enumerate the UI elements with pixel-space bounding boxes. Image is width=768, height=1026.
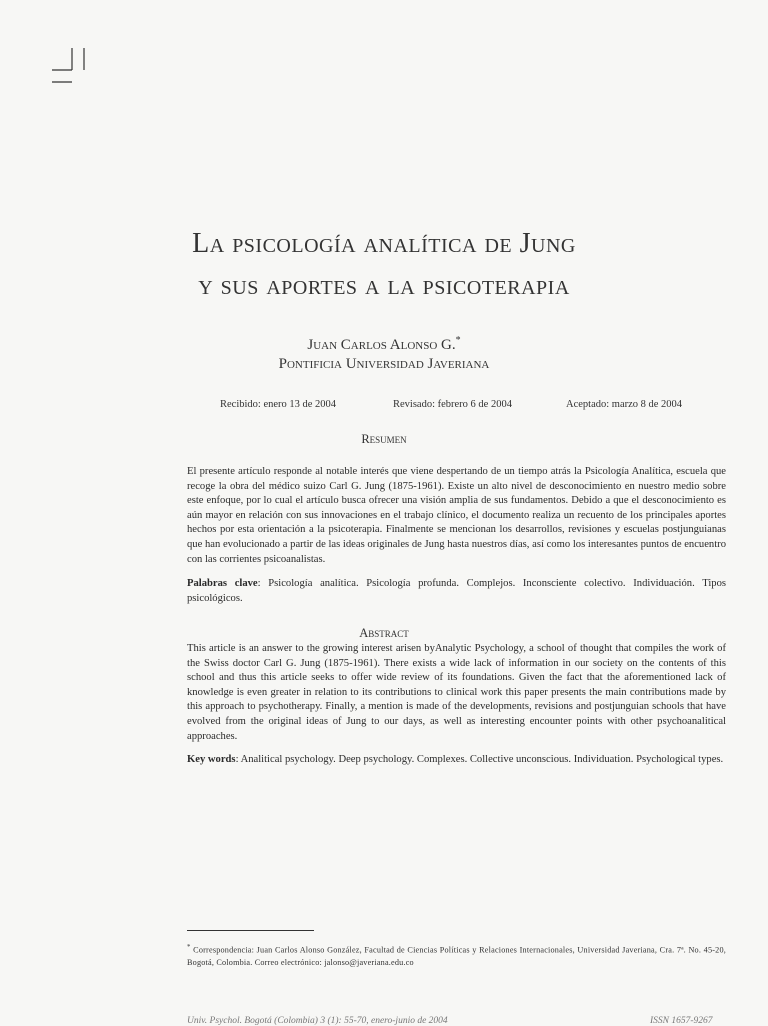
date-accepted: Aceptado: marzo 8 de 2004: [566, 399, 683, 410]
resumen-text: El presente artículo responde al notable interés que viene despertando de un tiempo atrás la Psicología Analítica, escuela que recoge la obra del médico suizo Carl G. Jung (1875-1961). Existe un alto nivel de desconocimiento en nuestro medio sobre este enfoque, por lo cual el artículo busca ofrecer una visión amplia de sus fundamentos. Debido a que el desconocimiento es aún mayor en relación con sus innovaciones en el trabajo clínico, el documento realiza un recuento de los principales aportes hechos por esta orientación a la psicoterapia. Finalmente se mencionan los desarrollos, revisiones y escuelas postjunguianas que han evolucionado a partir de las ideas originales de Jung hasta nuestros días, así como los interesantes puntos de encuentro con las corrientes psicoanalistas.: [187, 466, 726, 565]
author-name: Juan Carlos Alonso G.*: [307, 335, 461, 353]
crop-mark: [48, 46, 88, 86]
footnote: [187, 942, 726, 969]
author-affiliation: Pontificia Universidad Javeriana: [278, 356, 490, 372]
running-footer-citation: Univ. Psychol. Bogotá (Colombia) 3 (1): 55-70, enero-junio de 2004: [187, 1016, 448, 1026]
abstract-keywords-label: Key words: [187, 754, 236, 765]
title-line-1: La psicología analítica de Jung: [192, 228, 576, 259]
author-footnote-marker: *: [455, 335, 461, 346]
footnote-rule: [187, 930, 314, 931]
abstract-keywords: [187, 753, 726, 768]
resumen-keywords-label: Palabras clave: [187, 578, 258, 589]
footnote-text: Correspondencia: Juan Carlos Alonso González, Facultad de Ciencias Políticas y Relaciones Internacionales, Universidad Javeriana, Cra. 7ª. No. 45-20, Bogotá, Colombia. Correo electrónico: jalonso@javeriana.edu.co: [187, 945, 726, 967]
running-footer-issn: ISSN 1657-9267: [650, 1016, 713, 1026]
date-received: Recibido: enero 13 de 2004: [220, 399, 337, 410]
date-revised: Revisado: febrero 6 de 2004: [393, 399, 512, 410]
title-line-2: y sus aportes a la psicoterapia: [198, 270, 570, 301]
abstract-text: This article is an answer to the growing interest arisen byAnalytic Psychology, a school of thought that compiles the work of the Swiss doctor Carl G. Jung (1875-1961). There exists a wide lack of information in our society on the contents of this school and thus this article seeks to offer wide review of its foundations. Given the fact that the aforementioned lack of knowledge is even greater in relation to its contributions to clinical work this paper presents the main contributions made by this approach to psychotherapy. Finally, a mention is made of the developments, revisions and postjunguian schools that have evolved from the original ideas of Jung to our days, as well as interesting encounter points with other psychoanalitical approaches.: [187, 643, 726, 742]
resumen-keywords-list: : Psicología analítica. Psicología profunda. Complejos. Inconsciente colectivo. Individuación. Tipos psicológicos.: [187, 578, 726, 604]
resumen-heading: Resumen: [361, 432, 407, 446]
abstract-heading: Abstract: [359, 626, 409, 640]
footnote-marker: *: [187, 944, 191, 951]
abstract-keywords-list: : Analitical psychology. Deep psychology. Complexes. Collective unconscious. Individuation. Psychological types.: [235, 754, 724, 765]
resumen-keywords: [187, 577, 726, 606]
